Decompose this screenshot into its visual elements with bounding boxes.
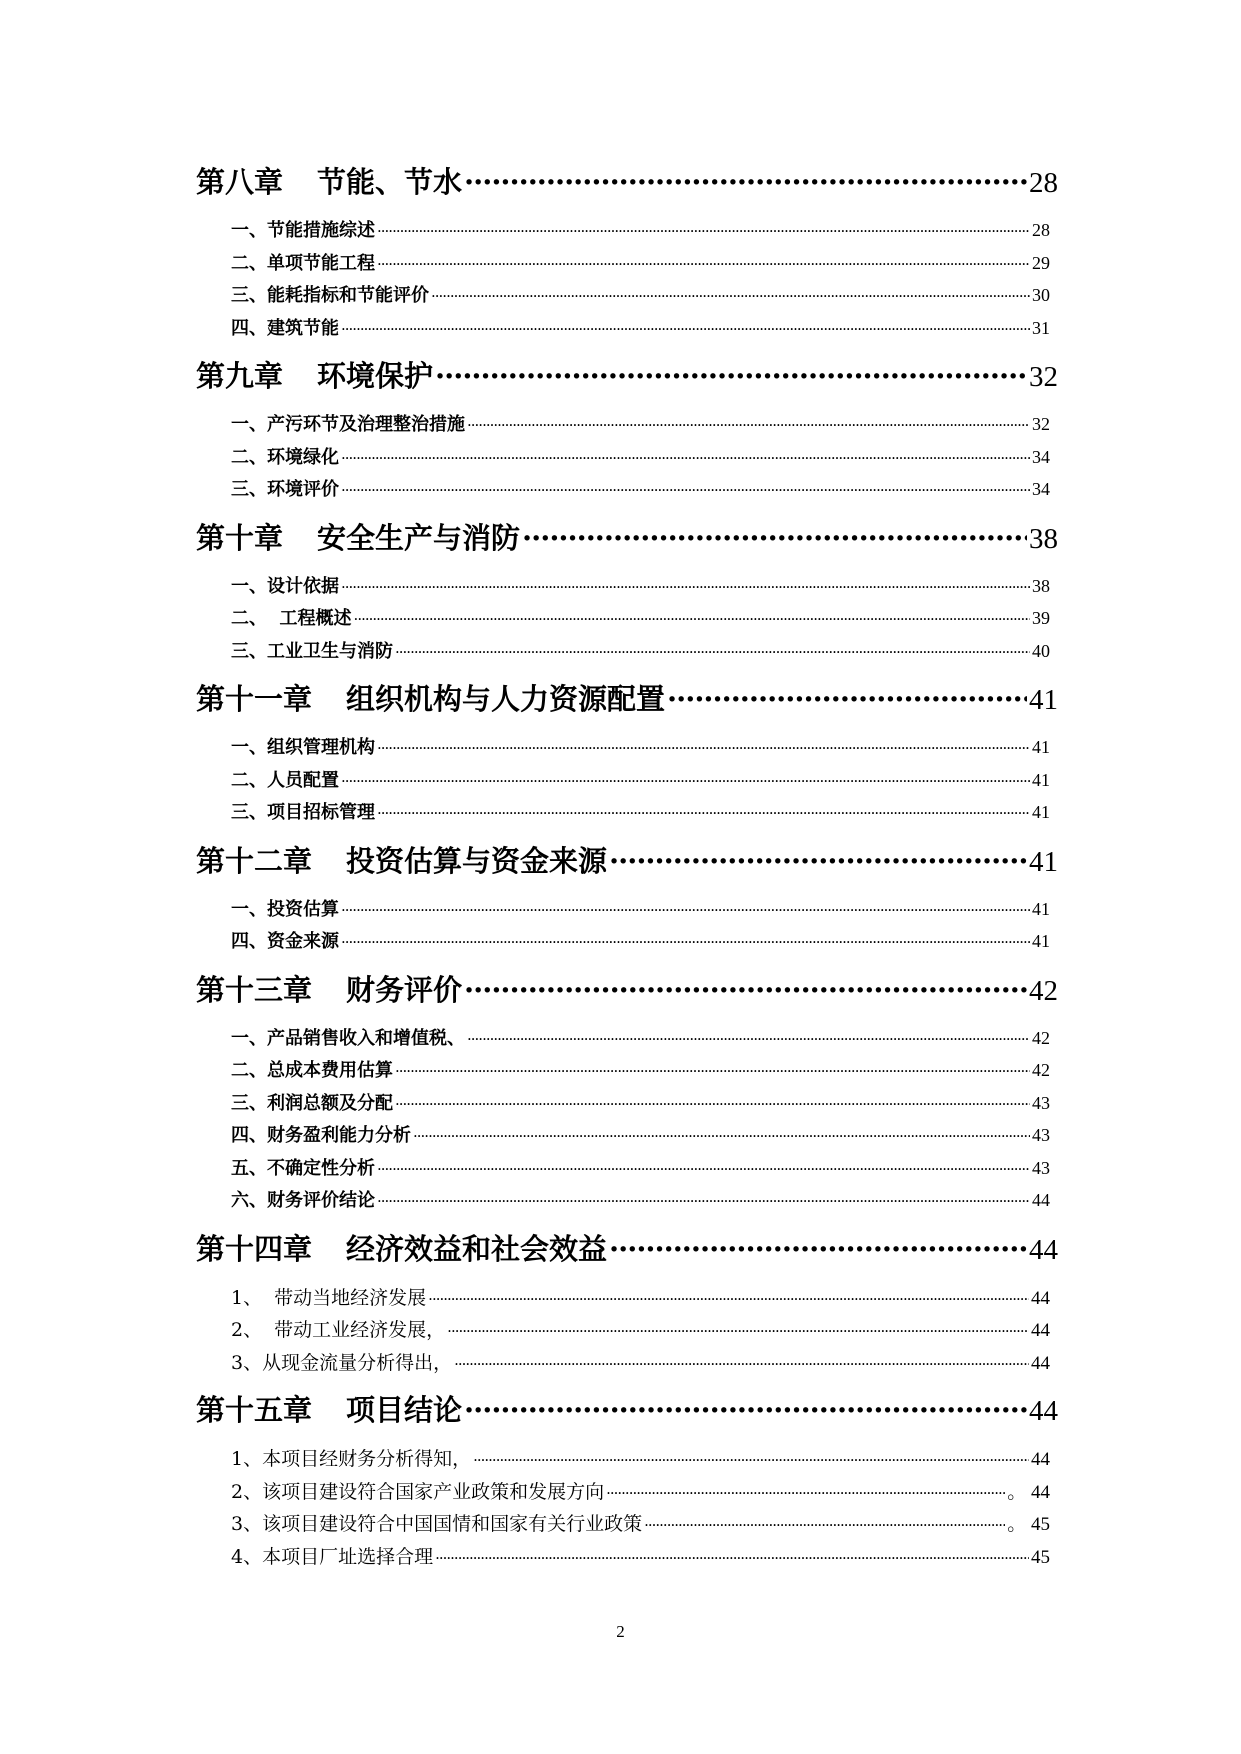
- dot-leader: [395, 1095, 1030, 1113]
- toc-section: [196, 1089, 1058, 1122]
- chapter-number: 第十章: [196, 520, 284, 555]
- section-page-number: 29: [1032, 252, 1050, 273]
- chapter-page-number: 41: [1029, 684, 1058, 716]
- section-page-number: 45: [1031, 1546, 1050, 1568]
- section-title: 一、节能措施综述: [231, 220, 375, 241]
- toc-section: [196, 798, 1058, 831]
- chapter-title: 环境保护: [317, 359, 434, 393]
- toc-section-list: [196, 895, 1058, 960]
- section-title: 3、从现金流量分析得出，: [231, 1351, 453, 1374]
- section-page-number: 44: [1031, 1352, 1050, 1374]
- dot-leader: [467, 416, 1030, 434]
- section-title: 一、设计依据: [231, 575, 339, 597]
- dot-leader: [644, 1516, 1005, 1534]
- toc-chapter: [196, 1227, 1058, 1273]
- toc-section: [196, 637, 1058, 670]
- toc-section: [196, 1444, 1058, 1477]
- section-page-number: 。 44: [1007, 1481, 1050, 1503]
- dot-leader: [377, 739, 1030, 757]
- chapter-number: 第十四章: [196, 1231, 313, 1266]
- dot-leader: [377, 1192, 1030, 1210]
- section-page-number: 42: [1032, 1027, 1050, 1048]
- section-title: 三、工业卫生与消防: [231, 640, 393, 662]
- dot-leader: [341, 320, 1030, 338]
- toc-section-list: [196, 733, 1058, 831]
- chapter-number: 第十一章: [196, 682, 313, 716]
- toc-chapter: [196, 839, 1058, 885]
- dot-leader: [354, 610, 1030, 628]
- dot-leader: [341, 772, 1030, 790]
- dot-leader: [431, 287, 1030, 305]
- chapter-number: 第十二章: [196, 843, 313, 878]
- chapter-page-number: 32: [1029, 361, 1058, 393]
- toc-section: [196, 281, 1058, 314]
- toc-section: [196, 1283, 1058, 1316]
- section-page-number: 40: [1032, 640, 1050, 661]
- section-title: 六、财务评价结论: [231, 1190, 375, 1211]
- chapter-number: 第九章: [196, 359, 284, 393]
- dot-leader: [464, 1393, 1027, 1427]
- dot-leader: [473, 1451, 1029, 1469]
- section-title: 一、组织管理机构: [231, 737, 375, 758]
- dot-leader: [395, 643, 1030, 661]
- toc-section: [196, 475, 1058, 508]
- table-of-contents: [196, 160, 1058, 1582]
- toc-section-list: [196, 1283, 1058, 1381]
- section-page-number: 41: [1032, 769, 1050, 790]
- toc-section: [196, 1315, 1058, 1348]
- section-page-number: 32: [1032, 414, 1050, 434]
- section-title: 四、资金来源: [231, 931, 339, 952]
- chapter-title: 财务评价: [346, 972, 463, 1007]
- section-title: 五、不确定性分析: [231, 1157, 375, 1179]
- section-title: 三、环境评价: [231, 479, 339, 500]
- section-page-number: 28: [1032, 220, 1050, 240]
- toc-section: [196, 1024, 1058, 1057]
- toc-chapter: [196, 677, 1058, 723]
- section-page-number: 34: [1032, 446, 1050, 467]
- toc-section: [196, 733, 1058, 766]
- chapter-title: 节能、节水: [317, 165, 463, 199]
- dot-leader: [341, 933, 1030, 951]
- toc-section: [196, 1154, 1058, 1187]
- dot-leader: [606, 1484, 1005, 1502]
- toc-section: [196, 249, 1058, 282]
- section-page-number: 41: [1032, 898, 1050, 919]
- dot-leader: [341, 449, 1030, 467]
- dot-leader: [435, 359, 1027, 393]
- section-title: 二、单项节能工程: [231, 252, 375, 274]
- section-title: 四、建筑节能: [231, 317, 339, 339]
- chapter-number: 第十三章: [196, 972, 313, 1007]
- chapter-page-number: 38: [1029, 522, 1058, 555]
- dot-leader: [377, 222, 1030, 240]
- toc-section: [196, 410, 1058, 443]
- section-page-number: 31: [1032, 317, 1050, 338]
- section-page-number: 42: [1032, 1060, 1050, 1080]
- toc-section-list: [196, 410, 1058, 508]
- chapter-title: 安全生产与消防: [317, 520, 521, 555]
- toc-section-list: [196, 1444, 1058, 1574]
- chapter-page-number: 44: [1029, 1233, 1058, 1266]
- section-title: 一、产污环节及治理整治措施: [231, 414, 465, 435]
- section-page-number: 44: [1031, 1449, 1050, 1470]
- section-title: 3、该项目建设符合中国国情和国家有关行业政策: [231, 1513, 643, 1535]
- dot-leader: [454, 1355, 1029, 1373]
- dot-leader: [377, 1160, 1030, 1178]
- section-page-number: 43: [1032, 1125, 1050, 1145]
- section-title: 二、 工程概述: [231, 608, 352, 629]
- section-page-number: 34: [1032, 479, 1050, 499]
- chapter-title: 投资估算与资金来源: [346, 843, 608, 878]
- section-title: 一、产品销售收入和增值税、: [231, 1027, 465, 1049]
- section-page-number: 43: [1032, 1092, 1050, 1113]
- section-page-number: 30: [1032, 285, 1050, 305]
- chapter-title: 项目结论: [346, 1393, 463, 1427]
- section-title: 三、项目招标管理: [231, 802, 375, 823]
- toc-section: [196, 1056, 1058, 1089]
- section-page-number: 44: [1031, 1287, 1050, 1309]
- section-title: 三、能耗指标和节能评价: [231, 285, 429, 306]
- chapter-page-number: 44: [1029, 1395, 1058, 1427]
- toc-section: [196, 1121, 1058, 1154]
- toc-section: [196, 766, 1058, 799]
- section-title: 二、环境绿化: [231, 446, 339, 468]
- section-page-number: 。 45: [1007, 1514, 1050, 1535]
- section-page-number: 41: [1032, 931, 1050, 951]
- toc-chapter: [196, 160, 1058, 206]
- section-page-number: 44: [1032, 1190, 1050, 1210]
- dot-leader: [377, 804, 1030, 822]
- toc-section-list: [196, 572, 1058, 670]
- toc-section: [196, 1542, 1058, 1575]
- toc-section: [196, 1509, 1058, 1542]
- toc-section: [196, 443, 1058, 476]
- toc-section: [196, 1477, 1058, 1510]
- toc-section: [196, 895, 1058, 928]
- section-title: 四、财务盈利能力分析: [231, 1125, 411, 1146]
- dot-leader: [377, 255, 1030, 273]
- chapter-title: 经济效益和社会效益: [346, 1231, 608, 1266]
- section-title: 4、本项目厂址选择合理: [231, 1545, 434, 1568]
- section-title: 一、投资估算: [231, 898, 339, 920]
- section-page-number: 39: [1032, 608, 1050, 628]
- section-title: 1、 带动当地经济发展: [231, 1286, 427, 1309]
- toc-section: [196, 927, 1058, 960]
- dot-leader: [522, 521, 1027, 555]
- dot-leader: [447, 1322, 1029, 1340]
- dot-leader: [341, 578, 1030, 596]
- dot-leader: [467, 1030, 1030, 1048]
- chapter-title: 组织机构与人力资源配置: [346, 682, 666, 716]
- toc-chapter: [196, 968, 1058, 1014]
- section-title: 三、利润总额及分配: [231, 1092, 393, 1114]
- section-page-number: 43: [1032, 1157, 1050, 1178]
- dot-leader: [428, 1290, 1029, 1308]
- toc-section: [196, 1186, 1058, 1219]
- section-title: 1、本项目经财务分析得知，: [231, 1448, 472, 1470]
- dot-leader: [609, 844, 1027, 878]
- section-title: 二、总成本费用估算: [231, 1060, 393, 1081]
- dot-leader: [464, 165, 1027, 199]
- toc-section: [196, 216, 1058, 249]
- section-title: 2、 带动工业经济发展，: [231, 1319, 446, 1341]
- section-page-number: 41: [1032, 737, 1050, 757]
- toc-section-list: [196, 1024, 1058, 1219]
- dot-leader: [341, 481, 1030, 499]
- dot-leader: [464, 973, 1027, 1007]
- section-page-number: 41: [1032, 802, 1050, 822]
- dot-leader: [435, 1549, 1029, 1567]
- chapter-page-number: 42: [1029, 974, 1058, 1007]
- toc-section: [196, 572, 1058, 605]
- section-page-number: 38: [1032, 575, 1050, 596]
- toc-section: [196, 314, 1058, 347]
- chapter-page-number: 28: [1029, 167, 1058, 199]
- dot-leader: [341, 901, 1030, 919]
- chapter-number: 第十五章: [196, 1393, 313, 1427]
- chapter-number: 第八章: [196, 165, 284, 199]
- toc-chapter: [196, 354, 1058, 400]
- toc-section: [196, 604, 1058, 637]
- dot-leader: [609, 1232, 1027, 1266]
- section-title: 二、人员配置: [231, 769, 339, 791]
- dot-leader: [667, 682, 1027, 716]
- toc-section-list: [196, 216, 1058, 346]
- chapter-page-number: 41: [1029, 845, 1058, 878]
- section-title: 2、该项目建设符合国家产业政策和发展方向: [231, 1480, 605, 1503]
- toc-chapter: [196, 516, 1058, 562]
- section-page-number: 44: [1031, 1320, 1050, 1341]
- dot-leader: [413, 1127, 1030, 1145]
- toc-section: [196, 1348, 1058, 1381]
- dot-leader: [395, 1062, 1030, 1080]
- page-number: 2: [616, 1622, 625, 1641]
- toc-chapter: [196, 1388, 1058, 1434]
